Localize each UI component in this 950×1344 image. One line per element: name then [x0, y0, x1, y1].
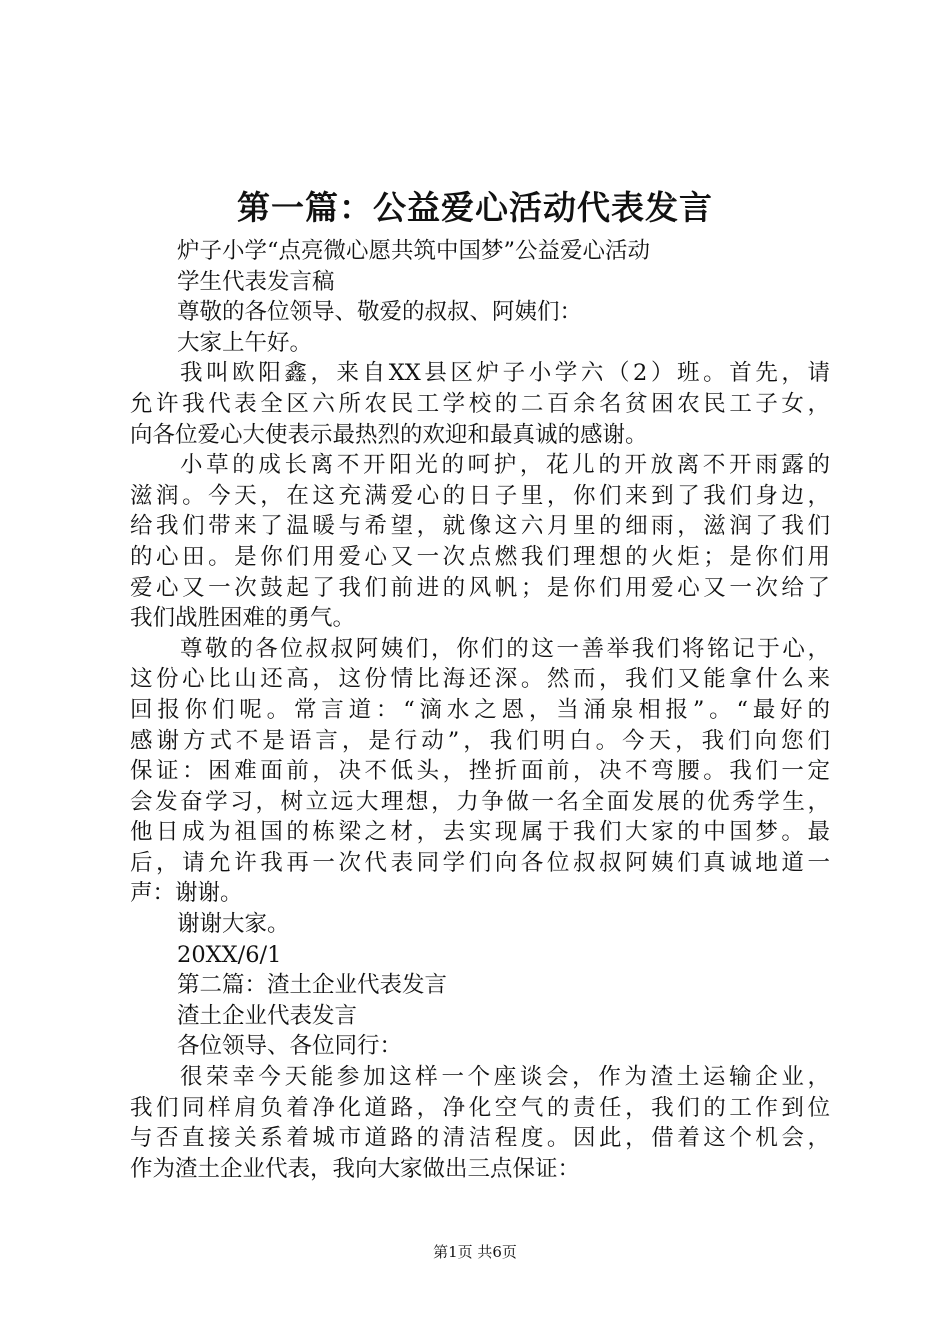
text-line: 与否直接关系着城市道路的清洁程度。因此，借着这个机会，	[130, 1125, 830, 1152]
text-line: 我叫欧阳鑫，来自XX县区炉子小学六（2）班。首先，请	[180, 360, 830, 387]
text-line: 滋润。今天，在这充满爱心的日子里，你们来到了我们身边，	[130, 482, 830, 509]
text-line: 会发奋学习，树立远大理想，力争做一名全面发展的优秀学生，	[130, 788, 830, 815]
text-line: 允许我代表全区六所农民工学校的二百余名贫困农民工子女，	[130, 390, 830, 417]
text-line: 向各位爱心大使表示最热烈的欢迎和最真诚的感谢。	[130, 421, 648, 448]
text-line: 各位领导、各位同行：	[177, 1033, 403, 1060]
document-title: 第一篇：公益爱心活动代表发言	[237, 188, 713, 227]
text-line: 尊敬的各位叔叔阿姨们，你们的这一善举我们将铭记于心，	[180, 635, 830, 662]
text-line: 作为渣土企业代表，我向大家做出三点保证：	[130, 1155, 581, 1182]
text-line: 我们战胜困难的勇气。	[130, 605, 356, 632]
text-line: 回报你们呢。常言道：“滴水之恩，当涌泉相报”。“最好的	[130, 696, 830, 723]
text-line: 他日成为祖国的栋梁之材，去实现属于我们大家的中国梦。最	[130, 819, 830, 846]
text-line: 爱心又一次鼓起了我们前进的风帆；是你们用爱心又一次给了	[130, 574, 830, 601]
text-line: 尊敬的各位领导、敬爱的叔叔、阿姨们：	[177, 299, 583, 326]
page-footer: 第1页 共6页	[433, 1243, 517, 1261]
text-line: 小草的成长离不开阳光的呵护，花儿的开放离不开雨露的	[180, 452, 830, 479]
text-line: 我们同样肩负着净化道路，净化空气的责任，我们的工作到位	[130, 1094, 830, 1121]
document-body	[130, 236, 830, 1184]
text-line: 这份心比山还高，这份情比海还深。然而，我们又能拿什么来	[130, 666, 830, 693]
text-line: 后，请允许我再一次代表同学们向各位叔叔阿姨们真诚地道一	[130, 849, 830, 876]
text-line: 炉子小学“点亮微心愿共筑中国梦”公益爱心活动	[177, 238, 651, 264]
text-line: 谢谢大家。	[177, 911, 290, 938]
text-line: 给我们带来了温暖与希望，就像这六月里的细雨，滋润了我们	[130, 513, 830, 540]
text-line: 20XX/6/1	[177, 941, 282, 968]
text-line: 很荣幸今天能参加这样一个座谈会，作为渣土运输企业，	[180, 1064, 830, 1091]
text-line: 感谢方式不是语言，是行动”，我们明白。今天，我们向您们	[130, 727, 830, 754]
text-line: 学生代表发言稿	[177, 268, 335, 295]
text-line: 大家上午好。	[177, 329, 313, 356]
text-line: 声：谢谢。	[130, 880, 243, 907]
text-line: 保证：困难面前，决不低头，挫折面前，决不弯腰。我们一定	[130, 758, 830, 785]
text-line: 渣土企业代表发言	[177, 1002, 358, 1029]
text-line: 第二篇：渣土企业代表发言	[177, 972, 448, 999]
text-line: 的心田。是你们用爱心又一次点燃我们理想的火炬；是你们用	[130, 543, 830, 570]
